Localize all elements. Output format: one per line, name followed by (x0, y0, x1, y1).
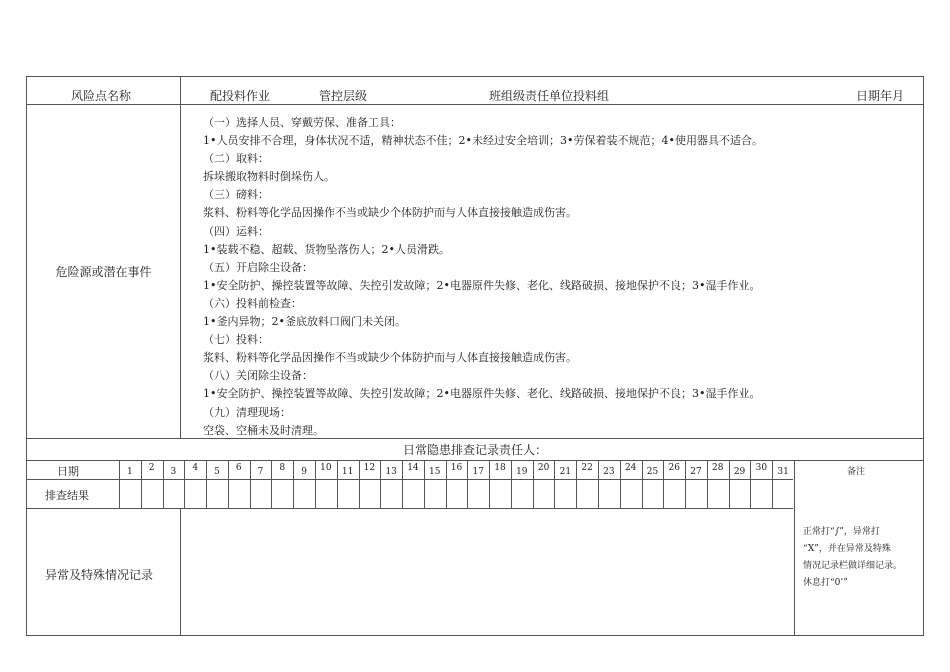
daily-check-title: 日常隐患排查记录责任人： (402, 443, 547, 457)
hazard-line: 浆料、粉料等化学品因操作不当或缺少个体防护而与人体直接接触造成伤害。 (203, 206, 577, 220)
day-number: 14 (407, 463, 419, 473)
row-divider (27, 479, 793, 480)
control-level-label: 管控层级 (319, 89, 368, 103)
day-number: 20 (537, 463, 550, 473)
column-divider (180, 508, 181, 636)
day-number: 17 (472, 467, 484, 477)
hazard-line: 拆垛搬取物料时倒垛伤人。 (203, 170, 335, 184)
day-number: 28 (712, 463, 724, 473)
hazard-label: 危险源或潜在事件 (55, 265, 152, 279)
hazard-line: （二）取料： (203, 152, 269, 166)
day-number: 27 (690, 467, 702, 477)
day-number: 16 (450, 463, 463, 473)
remarks-note-line: 休息打“0’” (803, 578, 848, 588)
day-number: 31 (777, 467, 789, 477)
day-number: 8 (279, 463, 286, 473)
day-number: 26 (668, 463, 680, 473)
hazard-description (203, 114, 763, 440)
hazard-line: （四）运料： (203, 224, 269, 238)
risk-point-label: 风险点名称 (71, 89, 132, 103)
day-number: 18 (494, 463, 506, 473)
abnormal-record-label: 异常及特殊情况记录 (45, 568, 154, 582)
hazard-line: （九）清理现场： (203, 405, 291, 419)
hazard-line: 空袋、空桶未及时清理。 (203, 423, 324, 437)
check-result-label: 排查结果 (45, 489, 89, 502)
row-divider (27, 104, 923, 105)
day-number: 11 (341, 467, 354, 477)
hazard-line: （八）关闭除尘设备： (203, 369, 313, 383)
hazard-line: （三）磅料： (203, 188, 269, 202)
day-number: 4 (192, 463, 199, 473)
day-number: 3 (170, 467, 177, 477)
remarks-label: 备注 (847, 467, 866, 477)
day-number: 5 (214, 467, 220, 477)
day-number: 13 (385, 467, 397, 477)
day-number: 15 (428, 467, 441, 477)
hazard-line: （一）选择人员、穿戴劳保、准备工具： (203, 116, 401, 129)
day-number: 1 (127, 467, 133, 477)
date-label: 日期年月 (856, 89, 905, 103)
hazard-inspection-form (26, 76, 924, 636)
day-number: 7 (257, 467, 264, 477)
day-number: 25 (646, 467, 659, 477)
remarks-note (803, 524, 923, 592)
day-number: 12 (363, 463, 376, 473)
day-number: 6 (235, 463, 242, 473)
hazard-line: 浆料、粉料等化学品因操作不当或缺少个体防护而与人体直接接触造成伤害。 (203, 351, 577, 365)
hazard-line: 1•人员安排不合理，身体状况不适，精神状态不佳；2•未经过安全培训；3•劳保着装不规范；4•使用器具不适合。 (203, 134, 763, 148)
hazard-line: （六）投料前检查： (203, 296, 302, 310)
risk-point-value: 配投料作业 (210, 89, 271, 103)
day-number: 21 (559, 467, 572, 477)
hazard-line: 1•安全防护、操控装置等故障、失控引发故障；2•电器原件失修、老化、线路破损、接地保护不良；3•湿手作业。 (203, 278, 761, 292)
responsible-unit: 班组级责任单位投料组 (489, 89, 610, 103)
remarks-note-line: 情况记录栏做详细记录。 (803, 561, 903, 571)
day-number: 10 (320, 463, 332, 473)
day-number: 23 (603, 467, 615, 477)
hazard-line: 1•安全防护、操控装置等故障、失控引发故障；2•电器原件失修、老化、线路破损、接地保护不良；3•湿手作业。 (203, 387, 761, 401)
column-divider (794, 460, 795, 636)
day-number: 29 (733, 467, 746, 477)
day-number: 24 (624, 463, 637, 473)
row-divider (27, 460, 923, 461)
hazard-line: （五）开启除尘设备： (203, 260, 313, 274)
day-number: 9 (301, 467, 307, 477)
remarks-note-line: “X”，并在异常及特殊 (803, 544, 891, 554)
day-number: 2 (148, 463, 155, 473)
day-number: 19 (516, 467, 528, 477)
day-number: 22 (581, 463, 593, 473)
hazard-line: （七）投料： (203, 333, 269, 347)
day-number: 30 (755, 463, 768, 473)
column-divider (180, 77, 181, 438)
hazard-line: 1•釜内异物；2•釜底放料口阀门未关闭。 (203, 315, 406, 329)
row-divider (27, 508, 793, 509)
remarks-note-line: 正常打“∫”，异常打 (803, 527, 880, 537)
hazard-line: 1•装载不稳、超载、货物坠落伤人；2•人员滑跌。 (203, 242, 450, 256)
day-header-label: 日期 (57, 465, 79, 478)
